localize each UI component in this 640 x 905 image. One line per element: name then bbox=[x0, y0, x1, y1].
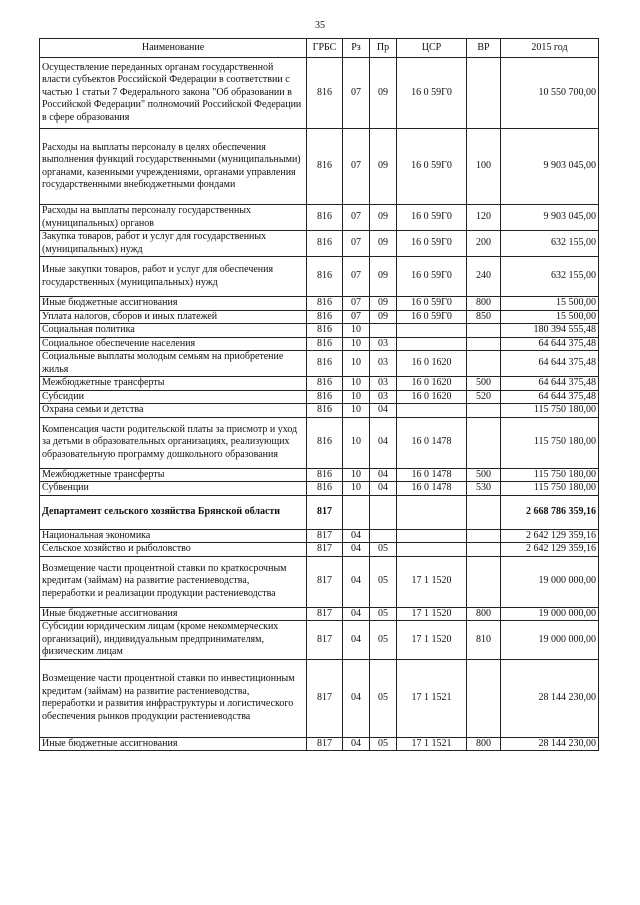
row-pr-cell: 09 bbox=[370, 205, 397, 231]
row-rz-cell: 10 bbox=[343, 351, 370, 377]
row-grbs-cell: 816 bbox=[307, 482, 343, 496]
row-amount-cell: 15 500,00 bbox=[501, 297, 599, 311]
row-csr-cell: 16 0 59Г0 bbox=[397, 231, 467, 257]
row-pr-cell: 05 bbox=[370, 659, 397, 737]
row-csr-cell: 16 0 1620 bbox=[397, 390, 467, 404]
row-rz-cell: 07 bbox=[343, 58, 370, 129]
table-row bbox=[40, 257, 599, 297]
row-grbs-cell: 816 bbox=[307, 257, 343, 297]
table-row bbox=[40, 529, 599, 543]
row-pr-cell: 04 bbox=[370, 417, 397, 468]
row-name-cell: Сельское хозяйство и рыболовство bbox=[40, 543, 307, 557]
row-name-cell: Охрана семьи и детства bbox=[40, 404, 307, 418]
budget-table bbox=[39, 38, 599, 751]
row-grbs-cell: 817 bbox=[307, 607, 343, 621]
table-row bbox=[40, 482, 599, 496]
row-rz-cell: 10 bbox=[343, 404, 370, 418]
row-grbs-cell: 816 bbox=[307, 377, 343, 391]
row-grbs-cell: 817 bbox=[307, 737, 343, 751]
row-grbs-cell: 817 bbox=[307, 621, 343, 660]
row-grbs-cell: 816 bbox=[307, 337, 343, 351]
row-name-cell: Субсидии bbox=[40, 390, 307, 404]
row-vr-cell bbox=[467, 529, 501, 543]
row-pr-cell: 03 bbox=[370, 351, 397, 377]
row-name-cell: Возмещение части процентной ставки по краткосрочным кредитам (займам) на развитие растениеводства, переработки и реализации продукции растениеводства bbox=[40, 556, 307, 607]
table-row bbox=[40, 556, 599, 607]
row-amount-cell: 64 644 375,48 bbox=[501, 390, 599, 404]
row-rz-cell: 07 bbox=[343, 129, 370, 205]
row-vr-cell: 850 bbox=[467, 310, 501, 324]
row-vr-cell: 500 bbox=[467, 377, 501, 391]
row-vr-cell: 200 bbox=[467, 231, 501, 257]
row-pr-cell: 04 bbox=[370, 468, 397, 482]
row-amount-cell: 115 750 180,00 bbox=[501, 417, 599, 468]
row-amount-cell: 2 642 129 359,16 bbox=[501, 529, 599, 543]
row-vr-cell bbox=[467, 337, 501, 351]
row-pr-cell: 09 bbox=[370, 310, 397, 324]
header-csr: ЦСР bbox=[397, 39, 467, 58]
row-csr-cell: 17 1 1520 bbox=[397, 556, 467, 607]
row-csr-cell: 17 1 1521 bbox=[397, 737, 467, 751]
row-csr-cell: 16 0 59Г0 bbox=[397, 129, 467, 205]
row-csr-cell: 17 1 1520 bbox=[397, 607, 467, 621]
row-name-cell: Межбюджетные трансферты bbox=[40, 468, 307, 482]
table-row bbox=[40, 495, 599, 529]
row-vr-cell: 800 bbox=[467, 737, 501, 751]
table-row bbox=[40, 417, 599, 468]
row-vr-cell: 800 bbox=[467, 607, 501, 621]
row-grbs-cell: 816 bbox=[307, 205, 343, 231]
row-csr-cell: 16 0 59Г0 bbox=[397, 310, 467, 324]
table-row bbox=[40, 543, 599, 557]
row-vr-cell bbox=[467, 495, 501, 529]
row-rz-cell: 07 bbox=[343, 297, 370, 311]
row-grbs-cell: 816 bbox=[307, 129, 343, 205]
table-row bbox=[40, 58, 599, 129]
row-rz-cell bbox=[343, 495, 370, 529]
row-name-cell: Межбюджетные трансферты bbox=[40, 377, 307, 391]
row-amount-cell: 180 394 555,48 bbox=[501, 324, 599, 338]
row-grbs-cell: 816 bbox=[307, 231, 343, 257]
row-grbs-cell: 816 bbox=[307, 417, 343, 468]
table-row bbox=[40, 404, 599, 418]
row-vr-cell bbox=[467, 543, 501, 557]
row-rz-cell: 10 bbox=[343, 390, 370, 404]
row-pr-cell: 05 bbox=[370, 607, 397, 621]
row-rz-cell: 04 bbox=[343, 621, 370, 660]
table-row bbox=[40, 297, 599, 311]
row-grbs-cell: 816 bbox=[307, 351, 343, 377]
header-name: Наименование bbox=[40, 39, 307, 58]
row-grbs-cell: 817 bbox=[307, 543, 343, 557]
table-row bbox=[40, 231, 599, 257]
row-name-cell: Закупка товаров, работ и услуг для государственных (муниципальных) нужд bbox=[40, 231, 307, 257]
row-pr-cell bbox=[370, 529, 397, 543]
row-rz-cell: 10 bbox=[343, 377, 370, 391]
row-grbs-cell: 816 bbox=[307, 58, 343, 129]
table-row bbox=[40, 607, 599, 621]
row-pr-cell: 04 bbox=[370, 482, 397, 496]
row-csr-cell bbox=[397, 543, 467, 557]
table-row bbox=[40, 390, 599, 404]
row-name-cell: Субсидии юридическим лицам (кроме некоммерческих организаций), индивидуальным предпринимателям, физическим лицам bbox=[40, 621, 307, 660]
row-pr-cell: 09 bbox=[370, 58, 397, 129]
row-amount-cell: 19 000 000,00 bbox=[501, 556, 599, 607]
row-name-cell: Департамент сельского хозяйства Брянской области bbox=[40, 495, 307, 529]
table-row bbox=[40, 468, 599, 482]
row-amount-cell: 632 155,00 bbox=[501, 257, 599, 297]
table-row bbox=[40, 659, 599, 737]
row-amount-cell: 19 000 000,00 bbox=[501, 607, 599, 621]
row-csr-cell bbox=[397, 404, 467, 418]
row-pr-cell: 09 bbox=[370, 297, 397, 311]
row-pr-cell bbox=[370, 495, 397, 529]
row-vr-cell: 800 bbox=[467, 297, 501, 311]
row-rz-cell: 04 bbox=[343, 737, 370, 751]
row-amount-cell: 28 144 230,00 bbox=[501, 659, 599, 737]
row-csr-cell: 16 0 1478 bbox=[397, 468, 467, 482]
row-csr-cell: 16 0 59Г0 bbox=[397, 58, 467, 129]
row-rz-cell: 07 bbox=[343, 257, 370, 297]
row-rz-cell: 04 bbox=[343, 659, 370, 737]
row-amount-cell: 2 642 129 359,16 bbox=[501, 543, 599, 557]
row-amount-cell: 19 000 000,00 bbox=[501, 621, 599, 660]
row-amount-cell: 64 644 375,48 bbox=[501, 377, 599, 391]
table-row bbox=[40, 129, 599, 205]
row-rz-cell: 07 bbox=[343, 231, 370, 257]
row-csr-cell: 16 0 1478 bbox=[397, 417, 467, 468]
row-name-cell: Иные бюджетные ассигнования bbox=[40, 297, 307, 311]
table-row bbox=[40, 310, 599, 324]
row-rz-cell: 04 bbox=[343, 529, 370, 543]
header-pr: Пр bbox=[370, 39, 397, 58]
row-name-cell: Компенсация части родительской платы за присмотр и уход за детьми в образовательных организациях, реализующих образовательную программу дошкольного образования bbox=[40, 417, 307, 468]
row-name-cell: Социальная политика bbox=[40, 324, 307, 338]
row-name-cell: Социальные выплаты молодым семьям на приобретение жилья bbox=[40, 351, 307, 377]
row-grbs-cell: 817 bbox=[307, 495, 343, 529]
row-pr-cell: 05 bbox=[370, 543, 397, 557]
row-vr-cell bbox=[467, 404, 501, 418]
row-name-cell: Осуществление переданных органам государственной власти субъектов Российской Федерации в соответствии с частью 1 статьи 7 Федерального закона "Об образовании в Российской Федерации" полномочий Российской Федерации в сфере образования bbox=[40, 58, 307, 129]
row-name-cell: Расходы на выплаты персоналу в целях обеспечения выполнения функций государственными (муниципальными) органами, казенными учреждениями, органами управления государственными внебюджетными фондами bbox=[40, 129, 307, 205]
row-csr-cell: 16 0 1478 bbox=[397, 482, 467, 496]
row-rz-cell: 10 bbox=[343, 417, 370, 468]
row-pr-cell: 04 bbox=[370, 404, 397, 418]
row-grbs-cell: 817 bbox=[307, 556, 343, 607]
row-pr-cell: 09 bbox=[370, 129, 397, 205]
row-vr-cell: 240 bbox=[467, 257, 501, 297]
row-csr-cell: 16 0 59Г0 bbox=[397, 205, 467, 231]
table-row bbox=[40, 337, 599, 351]
row-name-cell: Иные бюджетные ассигнования bbox=[40, 607, 307, 621]
row-name-cell: Возмещение части процентной ставки по инвестиционным кредитам (займам) на развитие растениеводства, переработки и развития инфраструктуры и логистического обеспечения рынков продукции растениеводства bbox=[40, 659, 307, 737]
row-amount-cell: 2 668 786 359,16 bbox=[501, 495, 599, 529]
row-vr-cell: 530 bbox=[467, 482, 501, 496]
row-amount-cell: 28 144 230,00 bbox=[501, 737, 599, 751]
row-rz-cell: 07 bbox=[343, 310, 370, 324]
header-rz: Рз bbox=[343, 39, 370, 58]
row-rz-cell: 07 bbox=[343, 205, 370, 231]
row-pr-cell: 03 bbox=[370, 377, 397, 391]
header-year: 2015 год bbox=[501, 39, 599, 58]
header-grbs: ГРБС bbox=[307, 39, 343, 58]
row-amount-cell: 15 500,00 bbox=[501, 310, 599, 324]
row-name-cell: Иные бюджетные ассигнования bbox=[40, 737, 307, 751]
row-amount-cell: 64 644 375,48 bbox=[501, 337, 599, 351]
table-body bbox=[40, 58, 599, 751]
row-pr-cell: 09 bbox=[370, 231, 397, 257]
row-pr-cell: 03 bbox=[370, 390, 397, 404]
row-csr-cell: 16 0 1620 bbox=[397, 351, 467, 377]
row-amount-cell: 9 903 045,00 bbox=[501, 129, 599, 205]
row-pr-cell: 05 bbox=[370, 621, 397, 660]
row-rz-cell: 10 bbox=[343, 482, 370, 496]
row-csr-cell bbox=[397, 337, 467, 351]
row-vr-cell bbox=[467, 58, 501, 129]
row-csr-cell: 16 0 1620 bbox=[397, 377, 467, 391]
table-row bbox=[40, 621, 599, 660]
row-rz-cell: 10 bbox=[343, 324, 370, 338]
row-grbs-cell: 817 bbox=[307, 529, 343, 543]
row-name-cell: Социальное обеспечение населения bbox=[40, 337, 307, 351]
row-vr-cell: 500 bbox=[467, 468, 501, 482]
row-pr-cell: 03 bbox=[370, 337, 397, 351]
table-row bbox=[40, 324, 599, 338]
row-vr-cell bbox=[467, 351, 501, 377]
row-vr-cell: 120 bbox=[467, 205, 501, 231]
row-csr-cell: 17 1 1521 bbox=[397, 659, 467, 737]
row-vr-cell: 100 bbox=[467, 129, 501, 205]
row-rz-cell: 10 bbox=[343, 468, 370, 482]
row-grbs-cell: 816 bbox=[307, 390, 343, 404]
row-amount-cell: 115 750 180,00 bbox=[501, 404, 599, 418]
row-vr-cell bbox=[467, 556, 501, 607]
row-grbs-cell: 816 bbox=[307, 310, 343, 324]
row-csr-cell bbox=[397, 529, 467, 543]
row-csr-cell bbox=[397, 324, 467, 338]
row-pr-cell: 05 bbox=[370, 556, 397, 607]
header-vr: ВР bbox=[467, 39, 501, 58]
row-grbs-cell: 817 bbox=[307, 659, 343, 737]
row-amount-cell: 115 750 180,00 bbox=[501, 468, 599, 482]
row-vr-cell bbox=[467, 659, 501, 737]
row-name-cell: Расходы на выплаты персоналу государственных (муниципальных) органов bbox=[40, 205, 307, 231]
row-name-cell: Иные закупки товаров, работ и услуг для обеспечения государственных (муниципальных) нужд bbox=[40, 257, 307, 297]
row-csr-cell: 17 1 1520 bbox=[397, 621, 467, 660]
row-vr-cell bbox=[467, 417, 501, 468]
table-row bbox=[40, 351, 599, 377]
row-grbs-cell: 816 bbox=[307, 404, 343, 418]
row-rz-cell: 10 bbox=[343, 337, 370, 351]
row-vr-cell: 520 bbox=[467, 390, 501, 404]
row-amount-cell: 64 644 375,48 bbox=[501, 351, 599, 377]
table-row bbox=[40, 205, 599, 231]
row-rz-cell: 04 bbox=[343, 543, 370, 557]
row-pr-cell: 09 bbox=[370, 257, 397, 297]
row-vr-cell bbox=[467, 324, 501, 338]
row-amount-cell: 10 550 700,00 bbox=[501, 58, 599, 129]
row-pr-cell bbox=[370, 324, 397, 338]
page-number: 35 bbox=[315, 20, 325, 31]
row-name-cell: Уплата налогов, сборов и иных платежей bbox=[40, 310, 307, 324]
row-csr-cell: 16 0 59Г0 bbox=[397, 257, 467, 297]
table-header-row bbox=[40, 39, 599, 58]
table-row bbox=[40, 377, 599, 391]
row-rz-cell: 04 bbox=[343, 556, 370, 607]
row-grbs-cell: 816 bbox=[307, 324, 343, 338]
row-amount-cell: 115 750 180,00 bbox=[501, 482, 599, 496]
row-pr-cell: 05 bbox=[370, 737, 397, 751]
table-row bbox=[40, 737, 599, 751]
row-rz-cell: 04 bbox=[343, 607, 370, 621]
row-vr-cell: 810 bbox=[467, 621, 501, 660]
row-amount-cell: 9 903 045,00 bbox=[501, 205, 599, 231]
row-csr-cell bbox=[397, 495, 467, 529]
row-grbs-cell: 816 bbox=[307, 297, 343, 311]
row-name-cell: Национальная экономика bbox=[40, 529, 307, 543]
row-name-cell: Субвенции bbox=[40, 482, 307, 496]
row-amount-cell: 632 155,00 bbox=[501, 231, 599, 257]
row-csr-cell: 16 0 59Г0 bbox=[397, 297, 467, 311]
row-grbs-cell: 816 bbox=[307, 468, 343, 482]
